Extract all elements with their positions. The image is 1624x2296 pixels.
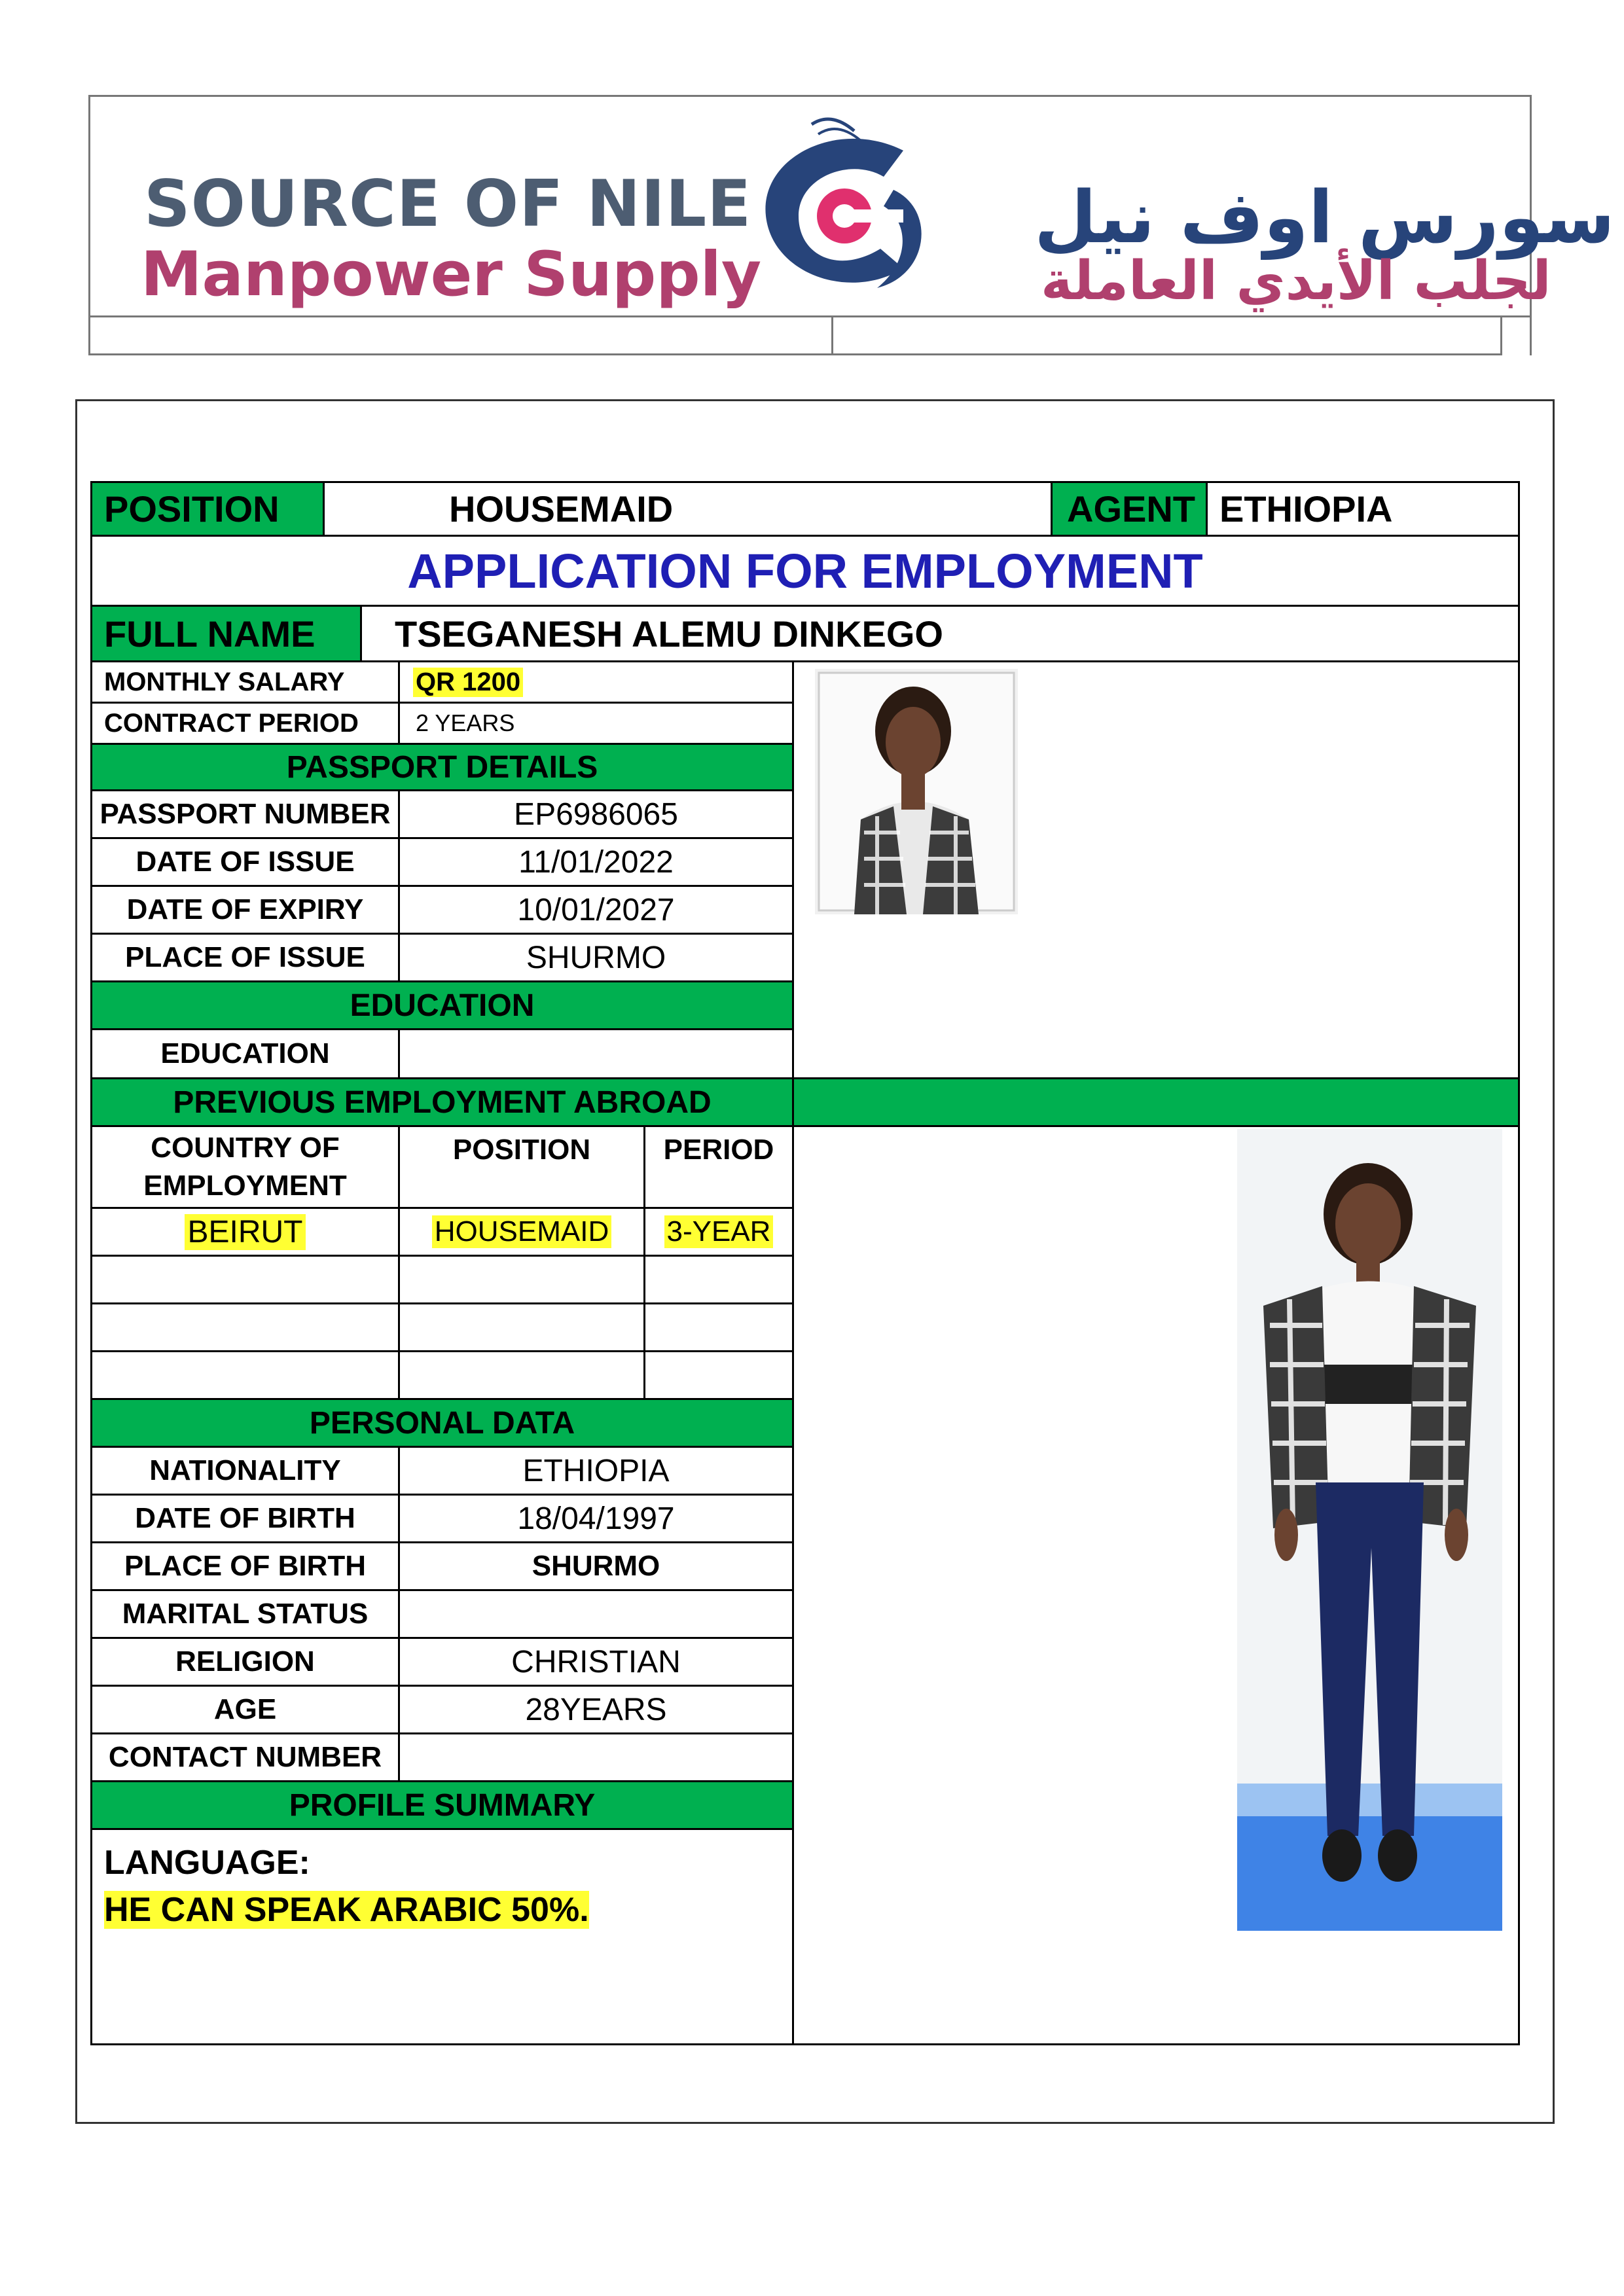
education-section-header: EDUCATION <box>90 980 794 1030</box>
monthly-salary-value: QR 1200 <box>398 660 794 704</box>
position-value: HOUSEMAID <box>323 481 1053 537</box>
letterhead-divider <box>1530 317 1532 355</box>
nationality-value: ETHIOPIA <box>398 1446 794 1496</box>
passport-section-header: PASSPORT DETAILS <box>90 743 794 791</box>
age-value: 28YEARS <box>398 1685 794 1734</box>
personal-row-label: DATE OF BIRTH <box>90 1494 400 1543</box>
language-text: HE CAN SPEAK ARABIC 50%. <box>104 1891 589 1929</box>
agent-label: AGENT <box>1051 481 1208 537</box>
passport-row-label: DATE OF ISSUE <box>90 837 400 887</box>
company-name-english: SOURCE OF NILE <box>144 167 752 242</box>
company-name-arabic: سورس اوف نيل <box>1034 175 1615 259</box>
table-cell-empty <box>643 1302 794 1352</box>
personal-row-label: PLACE OF BIRTH <box>90 1541 400 1591</box>
full-name-value: TSEGANESH ALEMU DINKEGO <box>360 605 1520 662</box>
contract-period-label: CONTRACT PERIOD <box>90 702 400 745</box>
profile-section-header: PROFILE SUMMARY <box>90 1780 794 1830</box>
place-of-issue-value: SHURMO <box>398 933 794 982</box>
letterhead-divider <box>831 317 833 355</box>
table-cell-empty <box>398 1350 645 1400</box>
employment-position-cell: HOUSEMAID <box>398 1207 645 1257</box>
employment-country-cell: BEIRUT <box>90 1207 400 1257</box>
contact-number-value <box>398 1732 794 1782</box>
personal-row-label: CONTACT NUMBER <box>90 1732 400 1782</box>
company-tagline-english: Manpower Supply <box>141 239 762 310</box>
employment-period-cell: 3-YEAR <box>643 1207 794 1257</box>
marital-status-value <box>398 1589 794 1639</box>
contract-period-value: 2 YEARS <box>398 702 794 745</box>
agent-value: ETHIOPIA <box>1206 481 1520 537</box>
personal-section-header: PERSONAL DATA <box>90 1398 794 1448</box>
personal-row-label: NATIONALITY <box>90 1446 400 1496</box>
passport-photo <box>815 669 1018 914</box>
col-country-line: COUNTRY OF <box>151 1132 340 1164</box>
religion-value: CHRISTIAN <box>398 1637 794 1687</box>
date-of-issue-value: 11/01/2022 <box>398 837 794 887</box>
letterhead-bottom-row <box>88 317 1502 355</box>
place-of-birth-value: SHURMO <box>398 1541 794 1591</box>
position-label: POSITION <box>90 481 325 537</box>
employment-header-extension <box>792 1077 1520 1127</box>
education-label: EDUCATION <box>90 1028 400 1079</box>
employment-section-header: PREVIOUS EMPLOYMENT ABROAD <box>90 1077 794 1127</box>
personal-row-label: RELIGION <box>90 1637 400 1687</box>
company-tagline-arabic: لجلب الأيدي العاملة <box>1041 250 1551 312</box>
full-body-photo <box>1237 1129 1502 1931</box>
passport-row-label: DATE OF EXPIRY <box>90 885 400 935</box>
form-title: APPLICATION FOR EMPLOYMENT <box>90 535 1520 607</box>
education-value <box>398 1028 794 1079</box>
table-cell-empty <box>398 1302 645 1352</box>
table-cell-empty <box>398 1255 645 1304</box>
profile-summary-body <box>90 1828 794 2045</box>
monthly-salary-label: MONTHLY SALARY <box>90 660 400 704</box>
personal-row-label: AGE <box>90 1685 400 1734</box>
col-position-header: POSITION <box>398 1125 645 1209</box>
col-country-line: EMPLOYMENT <box>143 1170 347 1202</box>
language-label: LANGUAGE: <box>104 1844 310 1882</box>
table-cell-empty <box>90 1255 400 1304</box>
date-of-expiry-value: 10/01/2027 <box>398 885 794 935</box>
col-country-header <box>90 1125 400 1209</box>
passport-row-label: PASSPORT NUMBER <box>90 789 400 839</box>
passport-number-value: EP6986065 <box>398 789 794 839</box>
table-cell-empty <box>643 1255 794 1304</box>
col-period-header: PERIOD <box>643 1125 794 1209</box>
table-cell-empty <box>90 1302 400 1352</box>
passport-row-label: PLACE OF ISSUE <box>90 933 400 982</box>
personal-row-label: MARITAL STATUS <box>90 1589 400 1639</box>
table-cell-empty <box>643 1350 794 1400</box>
company-logo-icon <box>740 111 956 304</box>
table-cell-empty <box>90 1350 400 1400</box>
date-of-birth-value: 18/04/1997 <box>398 1494 794 1543</box>
full-name-label: FULL NAME <box>90 605 362 662</box>
